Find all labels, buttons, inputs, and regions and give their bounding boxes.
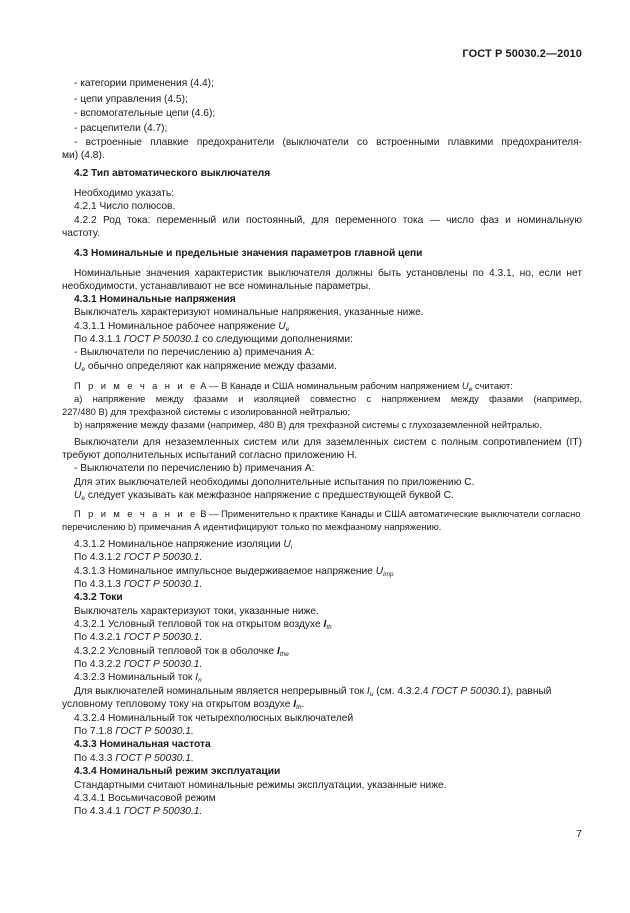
text-line: частоту.: [62, 228, 100, 239]
section-heading-4-3-1: 4.3.1 Номинальные напряжения: [74, 294, 236, 305]
text-line: По 4.3.1.2 ГОСТ Р 50030.1.: [74, 552, 203, 563]
list-item: - расцепители (4.7);: [74, 123, 168, 134]
page-number: 7: [576, 828, 582, 840]
text-line: По 4.3.1.3 ГОСТ Р 50030.1.: [74, 579, 203, 590]
text-line: необходимости, устанавливают не все номинальные параметры.: [62, 281, 371, 292]
text-line: условному тепловому току на открытом воздухе $I_{th}$.: [62, 699, 305, 711]
text-line: 4.2.1 Число полюсов.: [74, 201, 176, 212]
text-line: $U_e$ обычно определяют как напряжение между фазами.: [74, 361, 337, 373]
text-line: По 7.1.8 ГОСТ Р 50030.1.: [74, 726, 194, 737]
text-line: 4.3.2.4 Номинальный ток четырехполюсных выключателей: [74, 713, 354, 724]
list-item: - встроенные плавкие предохранители (выключатели со встроенными плавкими предохранителя-: [74, 137, 582, 148]
section-heading-4-3-3: 4.3.3 Номинальная частота: [74, 739, 211, 750]
text-line: По 4.3.2.2 ГОСТ Р 50030.1.: [74, 659, 203, 670]
text-line: По 4.3.1.1 ГОСТ Р 50030.1 со следующими дополнениями:: [74, 334, 353, 345]
text-line: $U_e$ следует указывать как межфазное напряжение с предшествующей буквой С.: [74, 490, 454, 502]
text-line: Выключатель характеризуют токи, указанные ниже.: [74, 606, 319, 617]
section-heading-4-2: 4.2 Тип автоматического выключателя: [74, 168, 271, 179]
note-b: П р и м е ч а н и е В — Применительно к практике Канады и США автоматические выключатели согласно: [74, 508, 581, 519]
note-line: 227/480 В) для трехфазной системы с изолированной нейтралью;: [62, 406, 351, 417]
list-item: - категории применения (4.4);: [74, 78, 214, 89]
text-line: Необходимо указать:: [74, 188, 174, 199]
text-line: Для этих выключателей необходимы дополнительные испытания по приложению С.: [74, 477, 475, 488]
text-line: Выключатели для незаземленных систем или для заземленных систем с полным сопротивлением (IT): [74, 437, 582, 448]
note-line: перечислению b) примечания А идентифицируют только по межфазному напряжению.: [62, 521, 442, 532]
text-line: По 4.3.4.1 ГОСТ Р 50030.1.: [74, 806, 203, 817]
text-line: Для выключателей номинальным является непрерывный ток $I_u$ (см. 4.3.2.4 ГОСТ Р 50030.1), равный: [74, 686, 552, 698]
list-item: - цепи управления (4.5);: [74, 94, 188, 105]
text-line: 4.3.2.1 Условный тепловой ток на открытом воздухе $I_{th}$: [74, 619, 332, 631]
note-a: П р и м е ч а н и е А — В Канаде и США номинальным рабочим напряжением $U_e$ считают:: [74, 380, 513, 393]
text-line: требуют дополнительных испытаний согласно приложению H.: [62, 450, 358, 461]
text-line: 4.3.4.1 Восьмичасовой режим: [74, 793, 216, 804]
list-item: - вспомогательные цепи (4.6);: [74, 108, 216, 119]
text-line: - Выключатели по перечислению b) примечания А:: [74, 463, 315, 474]
text-line: Стандартными считают номинальные режимы эксплуатации, указанные ниже.: [74, 780, 447, 791]
text-line: 4.3.2.2 Условный тепловой ток в оболочке $I_{the}$: [74, 646, 289, 658]
text-line: 4.2.2 Род тока: переменный или постоянный, для переменного тока — число фаз и номинальную: [74, 215, 582, 226]
text-line: По 4.3.2.1 ГОСТ Р 50030.1.: [74, 632, 203, 643]
note-line: b) напряжение между фазами (например, 480 В) для трехфазной системы с глухозаземленной нейтралью.: [74, 419, 542, 430]
standard-header: ГОСТ Р 50030.2—2010: [462, 48, 582, 60]
text-line: По 4.3.3 ГОСТ Р 50030.1.: [74, 753, 194, 764]
text-line: 4.3.1.2 Номинальное напряжение изоляции $U_i$: [74, 539, 293, 551]
text-line: 4.3.1.3 Номинальное импульсное выдерживаемое напряжение $U_{imp}$: [74, 566, 394, 578]
text-line: 4.3.2.3 Номинальный ток $I_n$: [74, 672, 202, 684]
text-line: Номинальные значения характеристик выключателя должны быть установлены по 4.3.1, но, если нет: [74, 268, 582, 279]
text-line: ми) (4.8).: [62, 150, 105, 161]
text-line: 4.3.1.1 Номинальное рабочее напряжение $U_e$: [74, 321, 290, 333]
note-line: а) напряжение между фазами и изоляцией совместно с напряжением между фазами (например,: [74, 393, 582, 404]
section-heading-4-3-2: 4.3.2 Токи: [74, 592, 123, 603]
text-line: - Выключатели по перечислению а) примечания А:: [74, 347, 315, 358]
section-heading-4-3-4: 4.3.4 Номинальный режим эксплуатации: [74, 766, 281, 777]
text-line: Выключатель характеризуют номинальные напряжения, указанные ниже.: [74, 307, 424, 318]
section-heading-4-3: 4.3 Номинальные и предельные значения параметров главной цепи: [74, 248, 423, 259]
